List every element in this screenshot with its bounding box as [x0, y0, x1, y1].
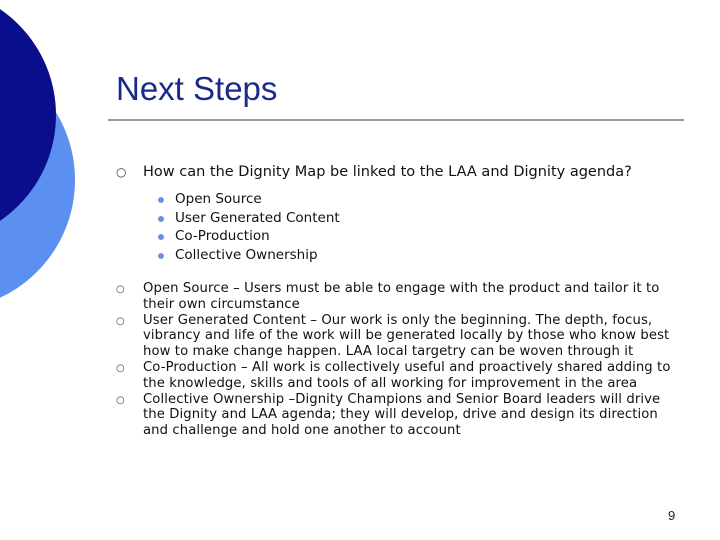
filled-dot-bullet-icon [158, 234, 164, 240]
question-bullet [116, 164, 676, 180]
sub-bullet-text: Collective Ownership [175, 246, 318, 263]
sub-bullet-list [158, 190, 676, 264]
slide-content [116, 164, 676, 439]
sub-bullet-text: User Generated Content [175, 209, 340, 226]
explanation-text: User Generated Content – Our work is only the beginning. The depth, focus, vibrancy and life of the work will be generated locally by those who know best how to make change happen. LAA local targetry can be woven through it [143, 312, 670, 360]
filled-dot-bullet-icon [158, 253, 164, 259]
sub-bullet-item [158, 209, 676, 228]
explanation-item [116, 313, 676, 360]
filled-dot-bullet-icon [158, 216, 164, 222]
explanation-text: Collective Ownership –Dignity Champions and Senior Board leaders will drive the Dignity and LAA agenda; they will develop, drive and design its direction and challenge and hold one another to account [143, 391, 661, 439]
filled-dot-bullet-icon [158, 197, 164, 203]
sub-bullet-text: Open Source [175, 191, 262, 207]
sub-bullet-item [158, 227, 676, 246]
hollow-circle-bullet-icon: ○ [116, 394, 125, 406]
question-text: How can the Dignity Map be linked to the LAA and Dignity agenda? [143, 164, 632, 180]
explanation-text: Open Source – Users must be able to engage with the product and tailor it to their own circumstance [143, 281, 660, 312]
hollow-circle-bullet-icon: ○ [116, 362, 125, 374]
explanation-text: Co-Production – All work is collectively useful and proactively shared adding to the knowledge, skills and tools of all working for improvement in the area [143, 359, 671, 391]
hollow-circle-bullet-icon: ○ [116, 284, 125, 295]
explanation-item [116, 392, 676, 439]
explanation-item [116, 281, 676, 313]
sub-bullet-item [158, 190, 676, 209]
explanation-list [116, 281, 676, 439]
slide-title: Next Steps [116, 70, 278, 107]
sub-bullet-item [158, 246, 676, 265]
page-number: 9 [668, 508, 676, 523]
sub-bullet-text: Co-Production [175, 228, 270, 244]
title-divider [108, 119, 684, 121]
hollow-circle-bullet-icon: ○ [116, 165, 127, 179]
explanation-item [116, 360, 676, 392]
hollow-circle-bullet-icon: ○ [116, 315, 125, 327]
